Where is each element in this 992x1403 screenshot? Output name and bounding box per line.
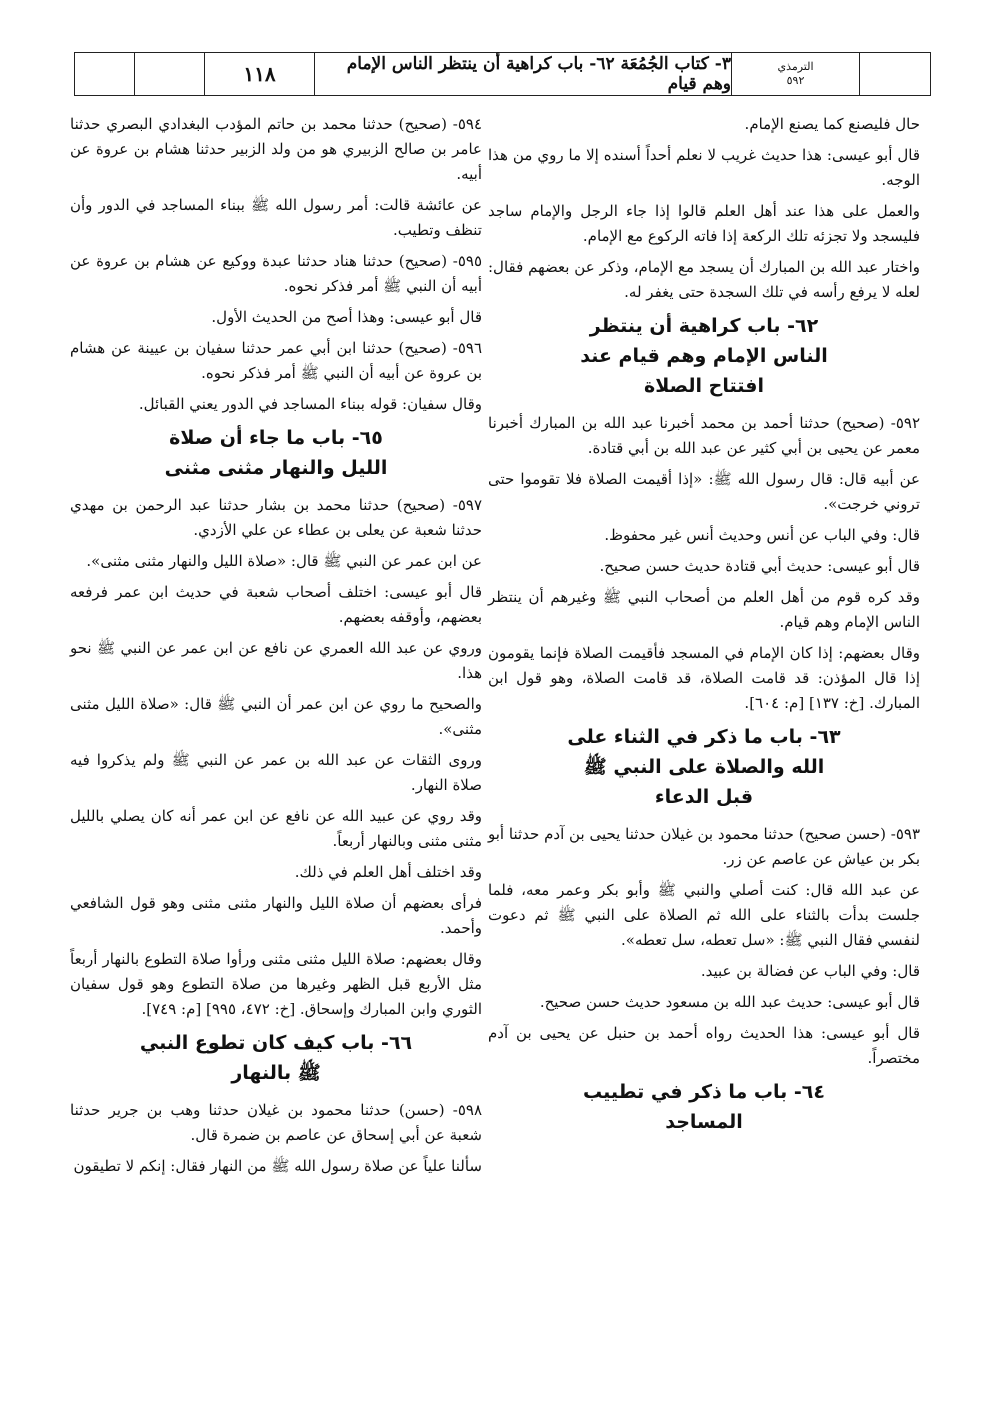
header-empty-cell [860, 53, 930, 95]
chapter-heading-line: افتتاح الصلاة [644, 375, 764, 397]
body-paragraph: عن أبيه قال: قال رسول الله ﷺ: «إذا أقيمت الصلاة فلا تقوموا حتى تروني خرجت». [488, 470, 920, 513]
body-paragraph: وقال بعضهم: صلاة الليل مثنى مثنى ورأوا صلاة التطوع بالنهار أربعاً مثل الأربع قبل الظهر وغيرها من صلاة التطوع وهو قول سفيان الثوري وابن المبارك وإسحاق. [خ: ٤٧٢، ٩٩٥] [م: ٧٤٩]. [70, 950, 482, 1018]
body-paragraph: عن ابن عمر عن النبي ﷺ قال: «صلاة الليل والنهار مثنى مثنى». [86, 552, 482, 570]
body-paragraph: قال أبو عيسى: اختلف أصحاب شعبة في حديث ابن عمر فرفعه بعضهم، وأوقفه بعضهم. [70, 583, 482, 626]
chapter-heading-line: المساجد [665, 1111, 743, 1133]
body-paragraph: قال: وفي الباب عن أنس وحديث أنس غير محفوظ. [604, 526, 920, 544]
body-paragraph: وروى الثقات عن عبد الله بن عمر عن النبي ﷺ ولم يذكروا فيه صلاة النهار. [70, 751, 482, 794]
book-name: الترمذي [777, 60, 814, 73]
chapter-heading-line: ٦٦- باب كيف كان تطوع النبي [139, 1032, 413, 1054]
body-paragraph: ٥٩٨- (حسن) حدثنا محمود بن غيلان حدثنا وهب بن جرير حدثنا شعبة عن أبي إسحاق عن عاصم بن ضمرة قال. [70, 1101, 482, 1144]
chapter-heading-line: الناس الإمام وهم قيام عند [580, 345, 828, 367]
body-paragraph: ٥٩٥- (صحيح) حدثنا هناد حدثنا عبدة ووكيع عن هشام بن عروة عن أبيه أن النبي ﷺ أمر فذكر نحوه. [70, 252, 482, 295]
body-paragraph: والعمل على هذا عند أهل العلم قالوا إذا جاء الرجل والإمام ساجد فليسجد ولا تجزئه تلك الركعة إذا فاته الركوع مع الإمام. [488, 202, 920, 245]
right-column [488, 112, 920, 1147]
chapter-heading [488, 722, 920, 812]
chapter-heading [488, 311, 920, 401]
body-paragraph: سألنا علياً عن صلاة رسول الله ﷺ من النهار فقال: إنكم لا تطيقون [73, 1157, 482, 1175]
body-paragraph: وقال سفيان: قوله ببناء المساجد في الدور يعني القبائل. [138, 395, 482, 413]
body-paragraph: وقد اختلف أهل العلم في ذلك. [294, 863, 482, 881]
book-reference [732, 53, 860, 95]
chapter-heading-line: ٦٤- باب ما ذكر في تطييب [583, 1081, 825, 1103]
body-paragraph: فرأى بعضهم أن صلاة الليل والنهار مثنى مثنى وهو قول الشافعي وأحمد. [70, 894, 482, 937]
running-title: ٣- كتاب الجُمُعَة ٦٢- باب كراهية أن ينتظر الناس الإمام وهم قيام [315, 53, 732, 95]
left-column [70, 112, 482, 1185]
volume-reference: ٥٩٢ [786, 74, 805, 87]
body-paragraph: قال أبو عيسى: وهذا أصح من الحديث الأول. [211, 308, 482, 326]
chapter-heading-line: قبل الدعاء [654, 786, 754, 808]
chapter-heading-line: ﷺ بالنهار [231, 1062, 321, 1084]
body-paragraph: وقال بعضهم: إذا كان الإمام في المسجد فأقيمت الصلاة فإنما يقومون إذا قال المؤذن: قد قامت الصلاة، قد قامت الصلاة، وهو قول ابن المبارك. [خ: ١٣٧] [م: ٦٠٤]. [488, 644, 920, 712]
body-paragraph: ٥٩٦- (صحيح) حدثنا ابن أبي عمر حدثنا سفيان بن عيينة عن هشام بن عروة عن أبيه أن النبي ﷺ أمر فذكر نحوه. [70, 339, 482, 382]
body-paragraph: عن عبد الله قال: كنت أصلي والنبي ﷺ وأبو بكر وعمر معه، فلما جلست بدأت بالثناء على الله ثم الصلاة على النبي ﷺ ثم دعوت لنفسي فقال النبي ﷺ: «سل تعطه، سل تعطه». [488, 881, 920, 949]
chapter-heading-line: ٦٣- باب ما ذكر في الثناء على [567, 726, 841, 748]
chapter-heading-line: الله والصلاة على النبي ﷺ [583, 756, 825, 778]
body-paragraph: قال أبو عيسى: حديث أبي قتادة حديث حسن صحيح. [599, 557, 920, 575]
body-paragraph: ٥٩٤- (صحيح) حدثنا محمد بن حاتم المؤدب البغدادي البصري حدثنا عامر بن صالح الزبيري هو من ولد الزبير حدثنا هشام بن عروة عن أبيه. [70, 115, 482, 183]
chapter-heading-line: ٦٥- باب ما جاء أن صلاة [169, 427, 383, 449]
body-paragraph: وروي عن عبد الله العمري عن نافع عن ابن عمر عن النبي ﷺ نحو هذا. [70, 639, 482, 682]
body-paragraph: والصحيح ما روي عن ابن عمر أن النبي ﷺ قال: «صلاة الليل مثنى مثنى». [70, 695, 482, 738]
header-empty-cell [135, 53, 205, 95]
body-paragraph: ٥٩٣- (حسن صحيح) حدثنا محمود بن غيلان حدثنا يحيى بن آدم حدثنا أبو بكر بن عياش عن عاصم عن زر. [488, 825, 920, 868]
chapter-heading [70, 423, 482, 483]
body-paragraph: وقد كره قوم من أهل العلم من أصحاب النبي ﷺ وغيرهم أن ينتظر الناس الإمام وهم قيام. [488, 588, 920, 631]
body-paragraph: قال أبو عيسى: هذا حديث غريب لا نعلم أحداً أسنده إلا ما روي من هذا الوجه. [488, 146, 920, 189]
chapter-heading [488, 1077, 920, 1137]
body-paragraph: وقد روي عن عبيد الله عن نافع عن ابن عمر أنه كان يصلي بالليل مثنى مثنى وبالنهار أربعاً. [70, 807, 482, 850]
body-paragraph: ٥٩٧- (صحيح) حدثنا محمد بن بشار حدثنا عبد الرحمن بن مهدي حدثنا شعبة عن يعلى بن عطاء عن علي الأزدي. [70, 496, 482, 539]
body-paragraph: عن عائشة قالت: أمر رسول الله ﷺ ببناء المساجد في الدور وأن تنظف وتطيب. [70, 196, 482, 239]
body-paragraph: حال فليصنع كما يصنع الإمام. [744, 115, 920, 133]
chapter-heading-line: ٦٢- باب كراهية أن ينتظر [589, 315, 819, 337]
body-paragraph: ٥٩٢- (صحيح) حدثنا أحمد بن محمد أخبرنا عبد الله بن المبارك أخبرنا معمر عن يحيى بن أبي كثير عن عبد الله بن أبي قتادة. [488, 414, 920, 457]
chapter-heading [70, 1028, 482, 1088]
body-paragraph: قال أبو عيسى: حديث عبد الله بن مسعود حديث حسن صحيح. [539, 993, 920, 1011]
header-empty-cell [75, 53, 135, 95]
body-paragraph: قال أبو عيسى: هذا الحديث رواه أحمد بن حنبل عن يحيى بن آدم مختصراً. [488, 1024, 920, 1067]
body-paragraph: قال: وفي الباب عن فضالة بن عبيد. [700, 962, 920, 980]
page-header [74, 52, 931, 96]
page-number: ١١٨ [205, 53, 315, 95]
body-paragraph: واختار عبد الله بن المبارك أن يسجد مع الإمام، وذكر عن بعضهم فقال: لعله لا يرفع رأسه في تلك السجدة حتى يغفر له. [488, 258, 920, 301]
chapter-heading-line: الليل والنهار مثنى مثنى [164, 457, 388, 479]
